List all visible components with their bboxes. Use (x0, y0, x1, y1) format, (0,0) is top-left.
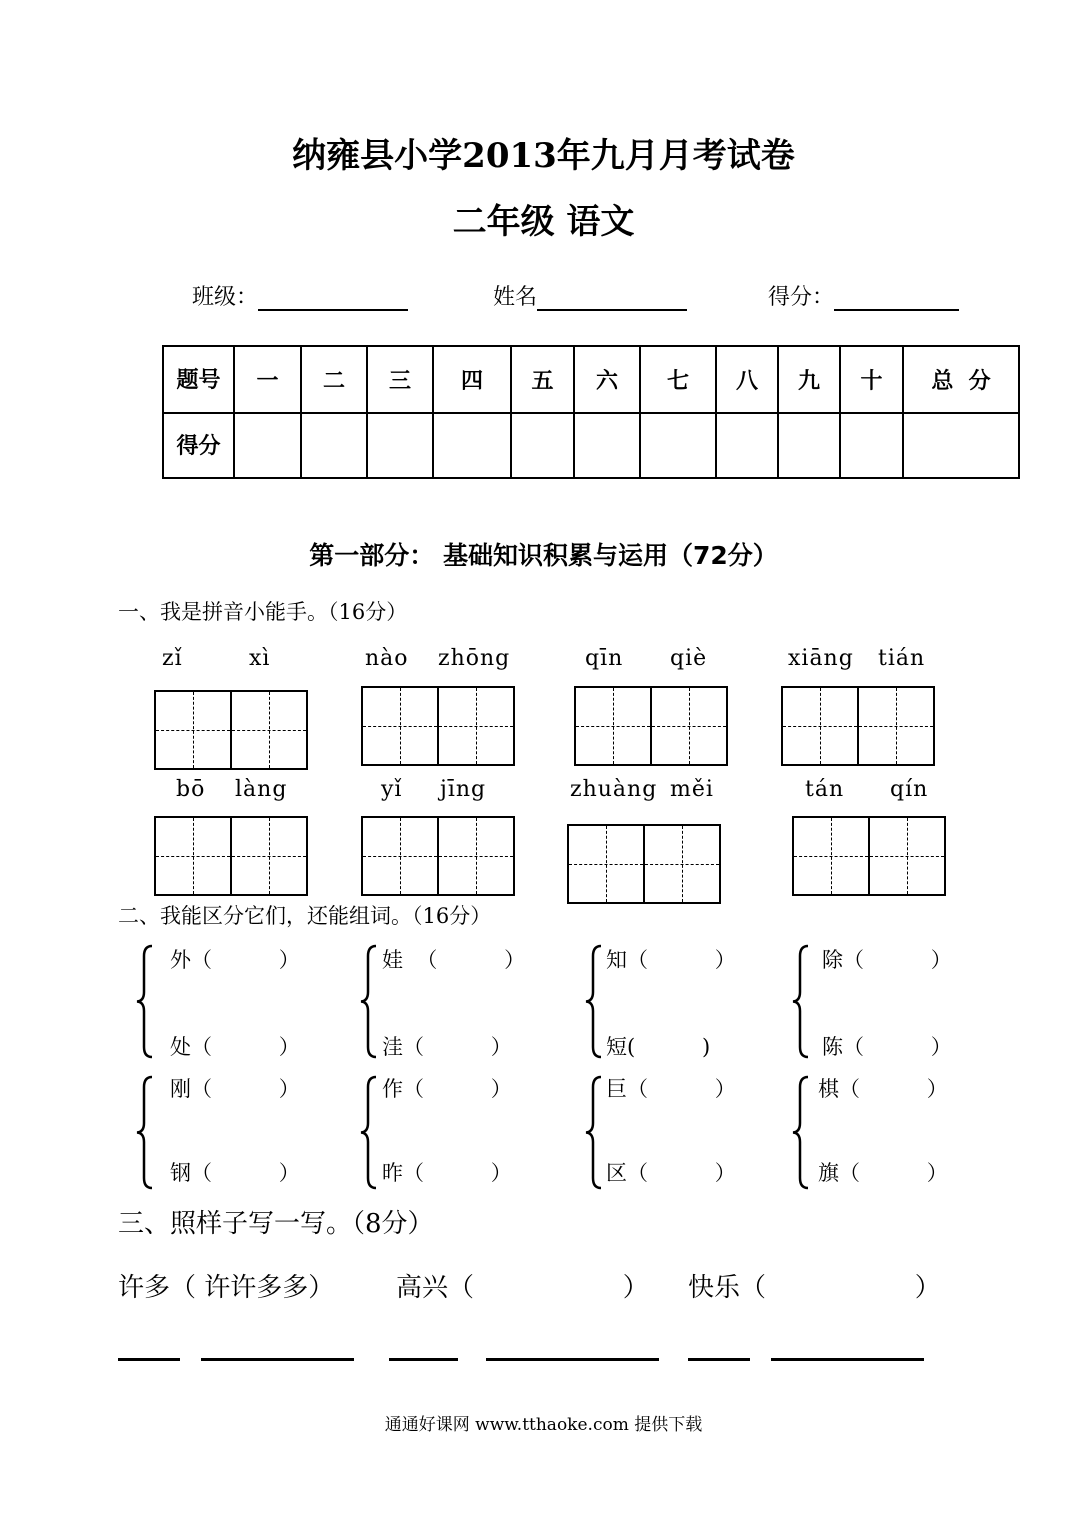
tianzige-grid[interactable] (574, 686, 728, 766)
col-header: 六 (574, 346, 640, 413)
word-item[interactable]: 作（ ） (382, 1077, 512, 1101)
pinyin-syllable: jīng (440, 777, 487, 802)
word-item[interactable]: 陈（ ） (822, 1035, 952, 1059)
q3-item-gaoxing[interactable]: 高兴（ ） (396, 1273, 649, 1303)
pinyin-syllable: xì (249, 646, 271, 671)
brace-icon (360, 944, 378, 1059)
pinyin-syllable: làng (235, 777, 288, 802)
score-table (162, 345, 1020, 479)
name-field (493, 280, 687, 311)
score-cell[interactable] (640, 413, 716, 478)
col-header: 二 (301, 346, 367, 413)
tianzige-grid[interactable] (361, 686, 515, 766)
q3-item-kuaile[interactable]: 快乐（ ） (688, 1273, 941, 1303)
pinyin-syllable: yǐ (381, 777, 403, 802)
class-label: 班级： (192, 285, 259, 310)
pinyin-syllable: bō (176, 777, 206, 802)
brace-icon (136, 944, 154, 1059)
brace-icon (585, 1075, 603, 1190)
pinyin-syllable: tán (805, 777, 845, 802)
pinyin-syllable: měi (670, 777, 714, 802)
score-cell-total[interactable] (903, 413, 1019, 478)
score-cell[interactable] (716, 413, 778, 478)
score-cell[interactable] (511, 413, 574, 478)
answer-blank[interactable] (486, 1358, 659, 1361)
score-cell[interactable] (301, 413, 367, 478)
col-header: 四 (433, 346, 511, 413)
answer-blank[interactable] (201, 1358, 354, 1361)
pinyin-syllable: tián (878, 646, 926, 671)
answer-blank[interactable] (688, 1358, 750, 1361)
word-item[interactable]: 洼（ ） (382, 1035, 512, 1059)
q1-title: 一、我是拼音小能手。（16分） (118, 600, 408, 624)
score-cell[interactable] (574, 413, 640, 478)
word-item[interactable]: 巨（ ） (606, 1077, 736, 1101)
q3-example: 许多（ 许许多多） (118, 1273, 335, 1303)
pinyin-syllable: zǐ (162, 646, 183, 671)
score-cell[interactable] (367, 413, 433, 478)
col-header-total: 总 分 (903, 346, 1019, 413)
brace-icon (136, 1075, 154, 1190)
col-header: 十 (840, 346, 903, 413)
brace-icon (360, 1075, 378, 1190)
col-header: 八 (716, 346, 778, 413)
tianzige-grid[interactable] (567, 824, 721, 904)
tianzige-grid[interactable] (154, 690, 308, 770)
word-item[interactable]: 处（ ） (170, 1035, 300, 1059)
row-label-question-number: 题号 (163, 346, 234, 413)
pinyin-syllable: nào (365, 646, 409, 671)
col-header: 一 (234, 346, 301, 413)
name-label: 姓名 (493, 285, 538, 310)
score-blank[interactable] (834, 283, 959, 311)
score-cell[interactable] (234, 413, 301, 478)
col-header: 五 (511, 346, 574, 413)
word-item[interactable]: 短( ) (606, 1035, 711, 1059)
row-label-score: 得分 (163, 413, 234, 478)
brace-icon (792, 1075, 810, 1190)
class-blank[interactable] (258, 283, 408, 311)
pinyin-syllable: qīn (585, 646, 624, 671)
pinyin-syllable: xiāng (788, 646, 854, 671)
brace-icon (792, 944, 810, 1059)
exam-subtitle: 二年级 语文 (452, 202, 635, 242)
word-item[interactable]: 刚（ ） (170, 1077, 300, 1101)
word-item[interactable]: 区（ ） (606, 1161, 736, 1185)
score-field (768, 280, 959, 311)
footer-credit: 通通好课网 www.tthaoke.com 提供下载 (384, 1415, 703, 1435)
word-item[interactable]: 外（ ） (170, 948, 300, 972)
pinyin-syllable: qiè (670, 646, 708, 671)
tianzige-grid[interactable] (361, 816, 515, 896)
word-item[interactable]: 钢（ ） (170, 1161, 300, 1185)
answer-blank[interactable] (771, 1358, 924, 1361)
pinyin-syllable: qín (890, 777, 929, 802)
word-item[interactable]: 棋（ ） (818, 1077, 948, 1101)
col-header: 九 (778, 346, 840, 413)
q2-title: 二、我能区分它们，还能组词。（16分） (118, 904, 492, 928)
tianzige-grid[interactable] (792, 816, 946, 896)
brace-icon (585, 944, 603, 1059)
tianzige-grid[interactable] (154, 816, 308, 896)
part1-title: 第一部分： 基础知识积累与运用（72分） (309, 541, 778, 570)
name-blank[interactable] (537, 283, 687, 311)
class-field (192, 280, 408, 311)
tianzige-grid[interactable] (781, 686, 935, 766)
word-item[interactable]: 知（ ） (606, 948, 736, 972)
answer-blank[interactable] (389, 1358, 458, 1361)
pinyin-syllable: zhōng (438, 646, 511, 671)
score-cell[interactable] (840, 413, 903, 478)
word-item[interactable]: 娃 （ ） (382, 948, 526, 972)
score-cell[interactable] (433, 413, 511, 478)
word-item[interactable]: 昨（ ） (382, 1161, 512, 1185)
col-header: 三 (367, 346, 433, 413)
score-label: 得分： (768, 285, 835, 310)
pinyin-syllable: zhuàng (570, 777, 658, 802)
answer-blank[interactable] (118, 1358, 180, 1361)
word-item[interactable]: 旗（ ） (818, 1161, 948, 1185)
exam-title: 纳雍县小学2013年九月月考试卷 (292, 136, 795, 176)
col-header: 七 (640, 346, 716, 413)
score-cell[interactable] (778, 413, 840, 478)
word-item[interactable]: 除（ ） (822, 948, 952, 972)
q3-title: 三、照样子写一写。（8分） (118, 1209, 434, 1239)
